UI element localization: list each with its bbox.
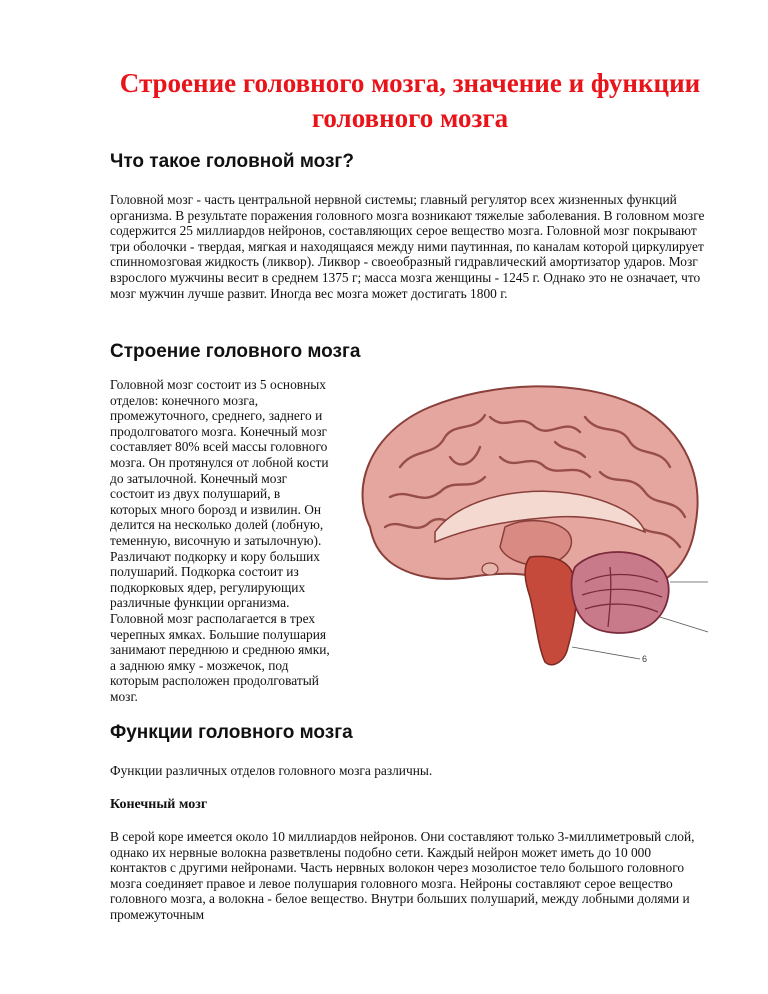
page-title: Строение головного мозга, значение и функции головного мозга <box>119 68 701 133</box>
figure-label: 6 <box>642 654 648 664</box>
section-heading-functions: Функции головного мозга <box>110 722 353 743</box>
paragraph-structure: Головной мозг состоит из 5 основных отделов: конечного мозга, промежуточного, среднего, заднего и продолговатого мозга. Конечный мозг составляет 80% всей массы головного мозга. Он протянулся от лобной кости до затылочной. Конечный мозг состоит из двух полушарий, в которых много борозд и извилин. Он делится на несколько долей (лобную, теменную, височную и затылочную). Различают подкорку и кору больших полушарий. Подкорка состоит из подкорковых ядер, регулирующих различные функции организма. Головной мозг располагается в трех черепных ямках. Большие полушария занимают переднюю и среднюю ямки, а заднюю ямку - мозжечок, под которым расположен продолговатый мозг. <box>110 377 330 704</box>
paragraph-telencephalon: В серой коре имеется около 10 миллиардов нейронов. Они составляют только 3-миллиметровый слой, однако их нервные волокна разветвлены подобно сети. Каждый нейрон может иметь до 10 000 контактов с другими нейронами. Часть нервных волокон через мозолистое тело большого головного мозга соединяет правое и левое полушария головного мозга. Нейроны составляют серое вещество головного мозга, а волокна - белое вещество. Внутри больших полушарий, между лобными долями и промежуточным <box>110 829 695 922</box>
brainstem <box>525 556 576 664</box>
subsection-heading-telencephalon: Конечный мозг <box>110 797 208 812</box>
paragraph-functions: Функции различных отделов головного мозга различны. <box>110 763 433 778</box>
paragraph-what: Головной мозг - часть центральной нервной системы; главный регулятор всех жизненных функций организма. В результате поражения головного мозга возникают тяжелые заболевания. В головном мозге содержится 25 миллиардов нейронов, составляющих серое вещество мозга. Головной мозг покрывают три оболочки - твердая, мягкая и находящаяся между ними паутинная, по каналам которой циркулирует спинномозговая жидкость (ликвор). Ликвор - своеобразный гидравлический амортизатор ударов. Мозг взрослого мужчины весит в среднем 1375 г; масса мозга женщины - 1245 г. Однако это не означает, что мозг мужчин лучше развит. Иногда вес мозга может достигать 1800 г. <box>110 192 705 301</box>
section-heading-structure: Строение головного мозга <box>110 341 361 362</box>
section-heading-what: Что такое головной мозг? <box>110 151 354 172</box>
structure-block <box>110 377 710 704</box>
pituitary <box>482 563 498 575</box>
brain-illustration <box>340 377 710 675</box>
cerebellum <box>572 552 669 633</box>
